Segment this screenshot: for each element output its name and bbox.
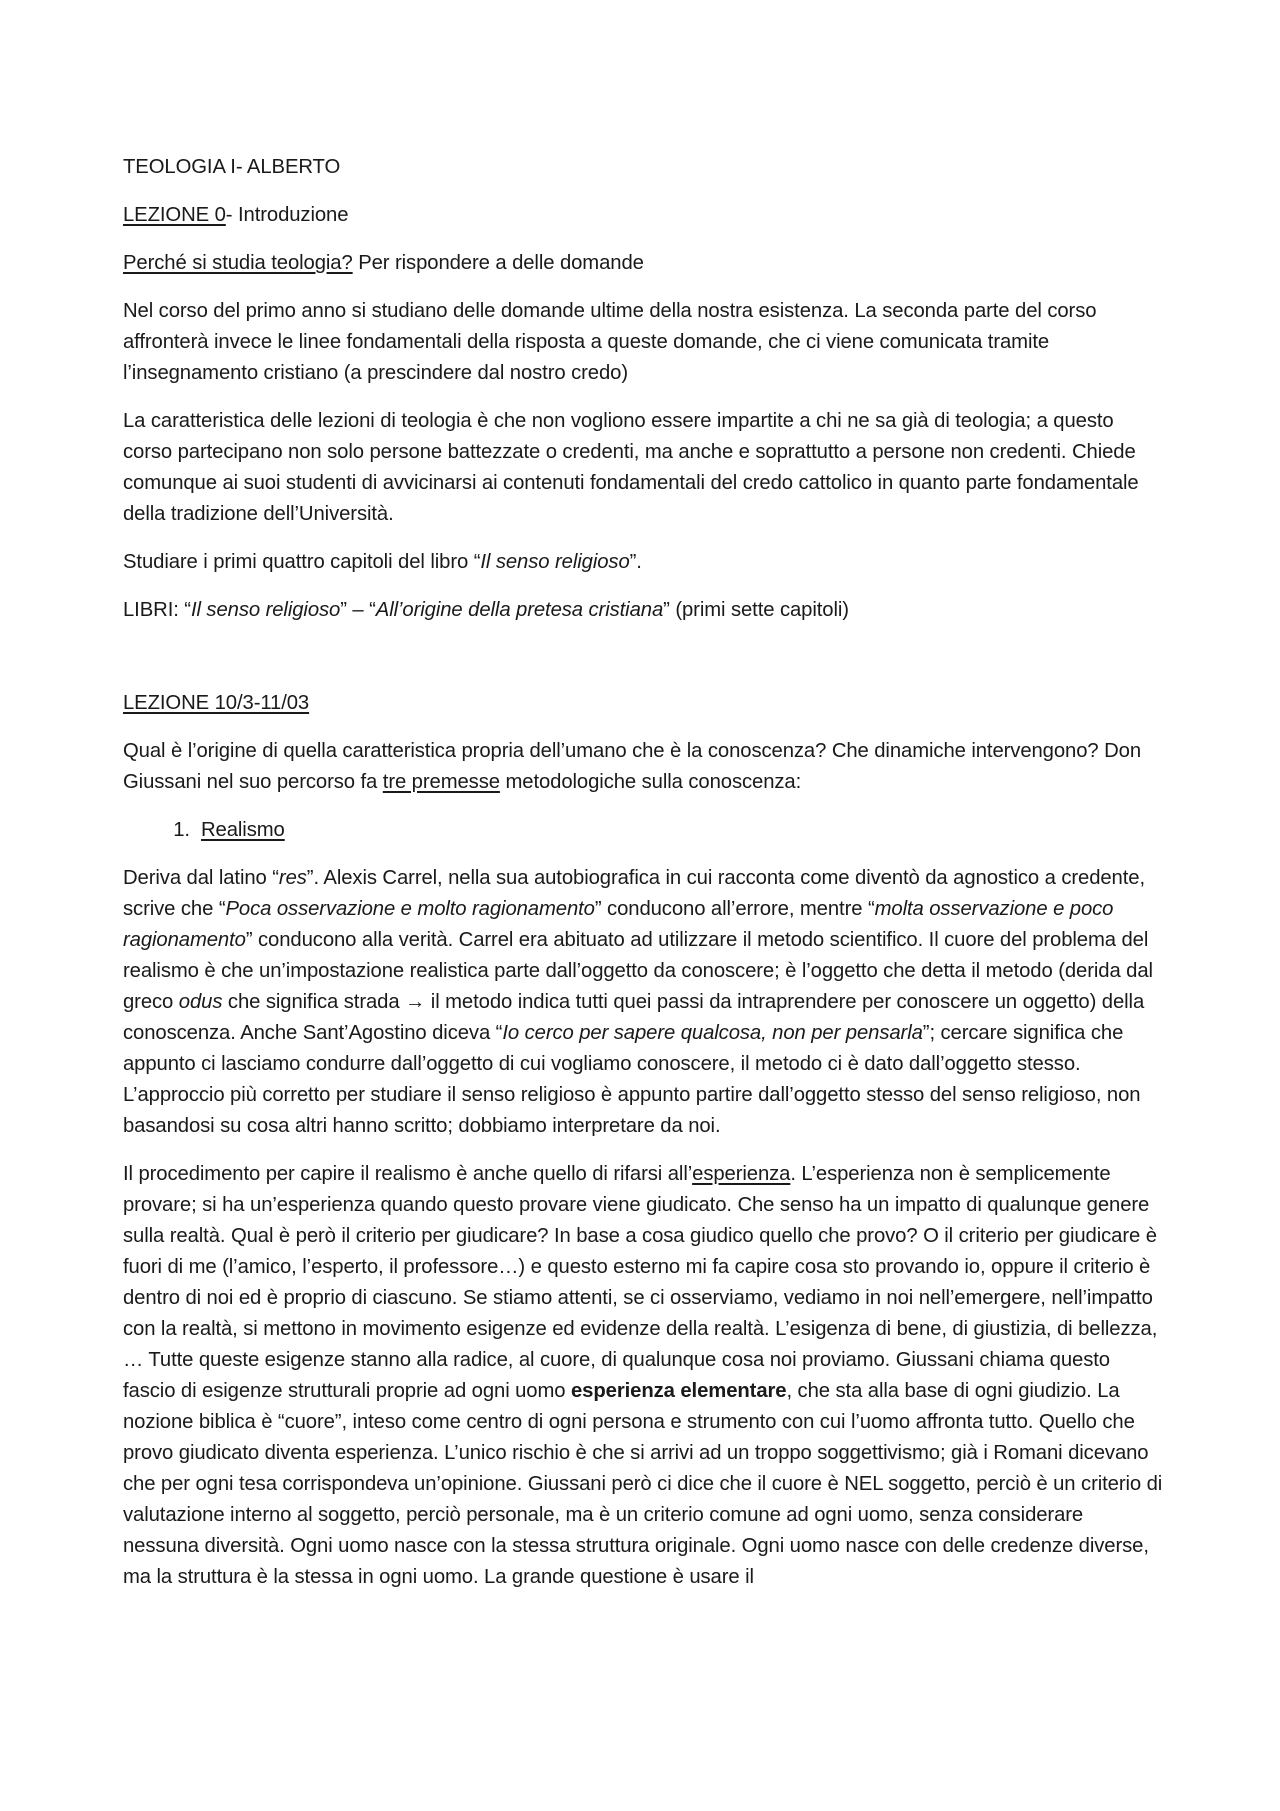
text-run: ” – “ bbox=[340, 599, 376, 621]
italic-run: Il senso religioso bbox=[190, 599, 341, 621]
lesson-0-heading bbox=[123, 200, 1163, 231]
paragraph-7 bbox=[123, 1159, 1163, 1593]
italic-run: Poca osservazione e molto ragionamento bbox=[225, 898, 595, 920]
text-run: che significa strada bbox=[222, 991, 406, 1013]
text-run: Il procedimento per capire il realismo è anche quello di rifarsi all’ bbox=[123, 1163, 693, 1185]
text-run: il metodo indica tutti quei passi da intraprendere per conoscere un oggetto) della conoscenza. Anche Sant’Agostino diceva “ bbox=[123, 991, 1145, 1044]
italic-run: molta osservazione e poco ragionamento bbox=[123, 898, 1114, 951]
paragraph-6 bbox=[123, 863, 1163, 1142]
text-run: , che sta alla base di ogni giudizio. La nozione biblica è “cuore”, inteso come centro di ogni persona e strumento con cui l’uomo affronta tutto. Quello che provo giudicato diventa esperienza. L’unico rischio è che si arrivi ad un troppo soggettivismo; già i Romani dicevano che per ogni tesa corrispondeva un’opinione. Giussani però ci dice che il cuore è NEL soggetto, perciò è un criterio di valutazione interno al soggetto, perciò personale, ma è un criterio comune ad ogni uomo, senza considerare nessuna diversità. Ogni uomo nasce con la stessa struttura originale. Ogni uomo nasce con delle credenze diverse, ma la struttura è la stessa in ogni uomo. La grande questione è usare il bbox=[123, 1380, 1163, 1588]
lesson-1-heading bbox=[123, 688, 1163, 719]
lesson-0-heading-rest: - Introduzione bbox=[225, 204, 349, 226]
lesson-0-heading-underlined: LEZIONE 0 bbox=[123, 204, 226, 226]
list-item bbox=[201, 815, 1163, 846]
text-run: ” conducono alla verità. Carrel era abituato ad utilizzare il metodo scientifico. Il cuore del problema del realismo è che un’impostazione realistica parte dall’oggetto da conoscere; è l’oggetto che detta il metodo (derida dal greco bbox=[123, 929, 1153, 1013]
paragraph-books bbox=[123, 595, 1163, 626]
section-spacer bbox=[123, 643, 1163, 688]
italic-run: res bbox=[278, 867, 307, 889]
list-item-label: Realismo bbox=[201, 819, 285, 841]
paragraph-3 bbox=[123, 547, 1163, 578]
underlined-run: tre premesse bbox=[382, 771, 500, 793]
text-run: ” conducono all’errore, mentre “ bbox=[594, 898, 875, 920]
bold-run: esperienza elementare bbox=[571, 1380, 787, 1402]
text-run: metodologiche sulla conoscenza: bbox=[499, 771, 802, 793]
text-run: . L’esperienza non è semplicemente provare; si ha un’esperienza quando questo provare viene giudicato. Che senso ha un impatto di qualunque genere sulla realtà. Qual è però il criterio per giudicare? In base a cosa giudico quello che provo? O il criterio per giudicare è fuori di me (l’amico, l’esperto, il professore…) e questo esterno mi fa capire cosa sto provando io, oppure il criterio è dentro di noi ed è proprio di ciascuno. Se stiamo attenti, se ci osserviamo, vediamo in noi nell’emergere, nell’impatto con la realtà, si mettono in movimento esigenze ed evidenze della realtà. L’esigenza di bene, di giustizia, di bellezza, … Tutte queste esigenze stanno alla radice, al cuore, di qualunque cosa noi proviamo. Giussani chiama questo fascio di esigenze strutturali proprie ad ogni uomo bbox=[123, 1163, 1158, 1402]
question-underlined: Perché si studia teologia? bbox=[123, 252, 353, 274]
underlined-run: esperienza bbox=[692, 1163, 791, 1185]
arrow-right-icon: → bbox=[405, 991, 426, 1013]
premises-list bbox=[123, 815, 1163, 846]
text-run: ” (primi sette capitoli) bbox=[663, 599, 849, 621]
question-rest: Per rispondere a delle domande bbox=[352, 252, 644, 274]
document-title: TEOLOGIA I- ALBERTO bbox=[123, 156, 341, 178]
text-run: Studiare i primi quattro capitoli del libro “ bbox=[123, 551, 481, 573]
text-run: ”. Alexis Carrel, nella sua autobiografica in cui racconta come diventò da agnostico a credente, scrive che “ bbox=[123, 867, 1145, 920]
text-run: ”; cercare significa che appunto ci lasciamo condurre dall’oggetto di cui vogliamo conoscere, il metodo ci è dato dall’oggetto stesso. L’approccio più corretto per studiare il senso religioso è appunto partire dall’oggetto stesso del senso religioso, non basandosi su cosa altri hanno scritto; dobbiamo interpretare da noi. bbox=[123, 1022, 1141, 1137]
italic-run: Il senso religioso bbox=[480, 551, 630, 573]
question-line bbox=[123, 248, 1163, 279]
text-run: ”. bbox=[629, 551, 642, 573]
italic-run: odus bbox=[178, 991, 223, 1013]
document-body bbox=[123, 152, 1163, 1610]
lesson-1-heading-underlined: LEZIONE 10/3-11/03 bbox=[123, 692, 310, 714]
text-run: Qual è l’origine di quella caratteristica propria dell’umano che è la conoscenza? Che dinamiche intervengono? Don Giussani nel suo percorso fa bbox=[123, 740, 1142, 793]
paragraph-5 bbox=[123, 736, 1163, 798]
text-run: Deriva dal latino “ bbox=[123, 867, 279, 889]
italic-run: Io cerco per sapere qualcosa, non per pensarla bbox=[502, 1022, 923, 1044]
text-run: LIBRI: “ bbox=[123, 599, 191, 621]
italic-run: All’origine della pretesa cristiana bbox=[375, 599, 664, 621]
paragraph-1: Nel corso del primo anno si studiano delle domande ultime della nostra esistenza. La seconda parte del corso affronterà invece le linee fondamentali della risposta a queste domande, che ci viene comunicata tramite l’insegnamento cristiano (a prescindere dal nostro credo) bbox=[123, 300, 1097, 384]
paragraph-2: La caratteristica delle lezioni di teologia è che non vogliono essere impartite a chi ne sa già di teologia; a questo corso partecipano non solo persone battezzate o credenti, ma anche e soprattutto a persone non credenti. Chiede comunque ai suoi studenti di avvicinarsi ai contenuti fondamentali del credo cattolico in quanto parte fondamentale della tradizione dell’Università. bbox=[123, 410, 1139, 525]
